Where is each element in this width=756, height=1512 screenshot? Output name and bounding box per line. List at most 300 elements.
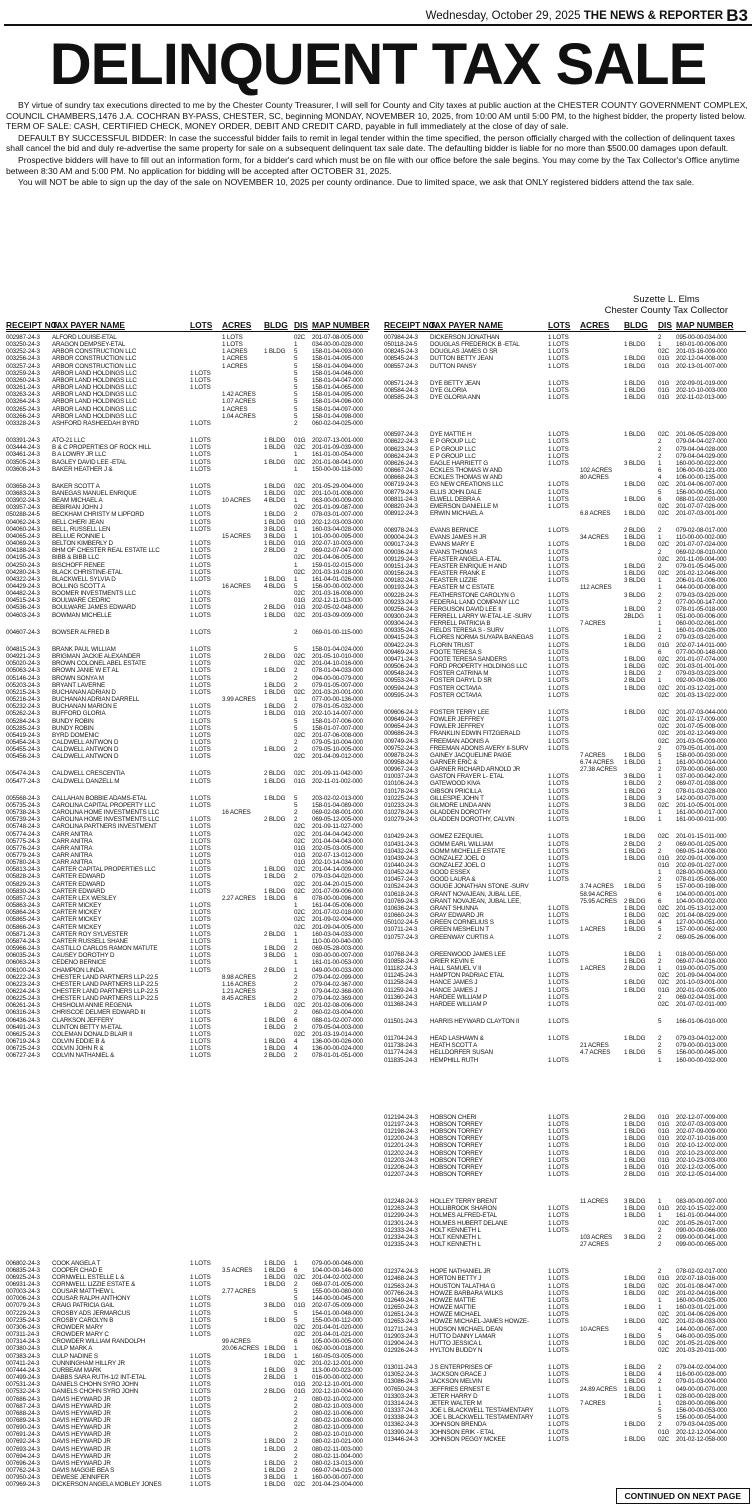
acres	[222, 437, 264, 444]
row-gap	[6, 473, 368, 483]
lots	[190, 995, 222, 1002]
dis: 5	[294, 1309, 298, 1317]
map-number: 079-03-03-023-000	[676, 670, 727, 678]
map-number: 201-04-08-029-000	[676, 912, 727, 920]
dis: 2	[294, 1467, 298, 1475]
lots: 1 LOTS	[548, 904, 569, 912]
payer-name: HOLT KENNETH L	[430, 1233, 481, 1241]
lots	[190, 981, 222, 988]
acres	[580, 709, 624, 716]
dis: 2	[294, 973, 298, 981]
map-number: 080-02-10-009-000	[312, 1424, 363, 1432]
payer-name: CARTER MICKEY	[52, 902, 102, 910]
acres	[222, 653, 264, 660]
acres	[222, 718, 264, 725]
table-row	[6, 459, 368, 466]
header-map: MAP NUMBER	[676, 320, 734, 330]
payer-name: CARR ANITRA	[52, 830, 93, 838]
receipt-no: 006261-24-3	[6, 1002, 40, 1010]
table-row	[384, 1318, 746, 1325]
payer-name: BANEGAS MANUEL ENRIQUE	[52, 489, 137, 497]
dis: 02C	[658, 801, 670, 809]
table-row	[6, 497, 368, 504]
dis: 02C	[658, 1435, 670, 1443]
dis: 01G	[658, 1142, 670, 1150]
lots: 1 LOTS	[548, 1226, 569, 1234]
bldg	[264, 838, 294, 845]
row-gap	[384, 517, 746, 527]
table-row	[6, 732, 368, 739]
payer-name: DYE MATTIE H	[430, 431, 472, 439]
map-number: 078-01-05-032-000	[312, 703, 363, 711]
map-number: 099-00-00-041-000	[676, 1233, 727, 1241]
acres	[222, 1038, 264, 1045]
acres	[580, 1001, 624, 1008]
acres	[222, 576, 264, 583]
map-number: 078-00-00-096-000	[312, 894, 363, 902]
table-row	[6, 859, 368, 866]
lots: 1 LOTS	[548, 1205, 569, 1213]
lots: 1 LOTS	[190, 1273, 211, 1281]
lots: 1 LOTS	[190, 674, 211, 682]
acres	[222, 1045, 264, 1052]
receipt-no: 007687-24-3	[6, 1402, 40, 1410]
map-number: 079-01-03-004-000	[676, 1378, 727, 1386]
map-number: 201-02-12-001-000	[312, 1359, 363, 1367]
acres	[222, 1460, 264, 1467]
dis: 6	[658, 897, 662, 905]
payer-name: FREEMAN ADONIS A	[430, 737, 490, 745]
map-number: 201-01-09-039-000	[312, 444, 363, 452]
acres	[580, 481, 624, 488]
payer-name: CRAIG PATRICIA GAIL	[52, 1302, 115, 1310]
bldg	[624, 738, 658, 745]
bldg: 2 BLDG	[624, 677, 646, 685]
lots: 1 LOTS	[548, 737, 569, 745]
map-number: 018-00-00-050-000	[676, 950, 727, 958]
table-row	[384, 773, 746, 780]
bldg	[264, 1009, 294, 1016]
lots: 1 LOTS	[548, 1414, 569, 1422]
map-number: 158-01-04-093-000	[312, 348, 363, 356]
acres	[580, 1268, 624, 1275]
receipt-no: 005020-24-3	[6, 660, 40, 668]
receipt-no: 011704-24-3	[384, 1035, 418, 1043]
row-gap	[6, 1200, 368, 1210]
lots	[548, 474, 580, 481]
map-number: 201-07-06-008-000	[312, 731, 363, 739]
table-row	[384, 1227, 746, 1234]
payer-name: BAKER HEATHER J &	[52, 465, 113, 473]
bldg: 1 BLDG	[624, 1339, 646, 1347]
receipt-no: 005748-24-3	[6, 823, 40, 831]
map-number: 202-07-10-016-000	[676, 1135, 727, 1143]
bldg: 2 BLDG	[264, 816, 286, 824]
dis: 3	[294, 1366, 298, 1374]
bldg: 1 BLDG	[264, 511, 286, 519]
payer-name: ALFORD LOUISE-ETAL	[52, 334, 117, 341]
lots: 1 LOTS	[548, 1435, 569, 1443]
dis: 3	[658, 794, 662, 802]
dis: 2	[294, 674, 298, 682]
bldg: 1 BLDG	[624, 1035, 646, 1043]
map-number: 160-01-00-026-000	[676, 627, 727, 635]
dis: 2	[658, 840, 662, 848]
table-row	[6, 653, 368, 660]
bldg: 1 BLDG	[624, 670, 646, 678]
lots	[190, 1288, 222, 1295]
payer-name: BOULWARE CEDRIC	[52, 597, 111, 605]
payer-name: HOLT KENNETH L	[430, 1241, 481, 1249]
receipt-no: 011738-24-3	[384, 1042, 418, 1050]
acres	[580, 958, 624, 965]
lots: 1 LOTS	[190, 880, 211, 888]
lots: 1 LOTS	[548, 1304, 569, 1312]
signature-block	[605, 294, 728, 316]
row-gap	[6, 619, 368, 629]
lots	[190, 1345, 222, 1352]
dis: 2	[294, 1009, 298, 1017]
receipt-no: 006835-24-3	[6, 1266, 40, 1274]
payer-name: HUTTO DANNY LAMAR	[430, 1332, 496, 1340]
row-gap	[384, 1094, 746, 1104]
table-row	[6, 770, 368, 777]
map-number: 028-00-00-096-000	[676, 1399, 727, 1407]
map-number: 201-03-12-021-000	[676, 684, 727, 692]
map-number: 201-09-04-005-000	[312, 923, 363, 931]
map-number: 060-02-03-004-000	[312, 1009, 363, 1017]
payer-name: DAVIS HEYWARD JR	[52, 1416, 111, 1424]
lots: 1 LOTS	[548, 1311, 569, 1319]
acres	[580, 1340, 624, 1347]
dis: 2	[294, 1459, 298, 1467]
bldg	[624, 1297, 658, 1304]
bldg	[264, 1310, 294, 1317]
receipt-no: 012200-24-3	[384, 1135, 418, 1143]
table-row	[384, 1333, 746, 1340]
bldg: 1 BLDG	[264, 667, 286, 675]
receipt-no: 010106-24-3	[384, 780, 418, 788]
receipt-no: 008811-24-3	[384, 495, 418, 503]
receipt-no: 005262-24-3	[6, 710, 40, 718]
lots: 1 LOTS	[548, 979, 569, 987]
table-row	[384, 489, 746, 496]
acres	[222, 444, 264, 451]
lots: 1 LOTS	[548, 1332, 569, 1340]
lots: 1 LOTS	[190, 909, 211, 917]
map-number: 201-02-12-049-000	[676, 730, 727, 738]
map-number: 156-00-00-054-000	[676, 1414, 727, 1422]
dis: 02C	[294, 866, 306, 874]
receipt-no: 004815-24-3	[6, 645, 40, 653]
receipt-no: 009752-24-3	[384, 744, 418, 752]
row-gap	[384, 823, 746, 833]
bldg	[264, 732, 294, 739]
map-number: 158-01-04-094-000	[312, 362, 363, 370]
bldg	[624, 1429, 658, 1436]
table-row	[384, 738, 746, 745]
dis: 5	[294, 645, 298, 653]
map-number: 202-12-04-008-000	[676, 355, 727, 363]
lots: 1 LOTS	[190, 966, 211, 974]
bldg	[264, 1031, 294, 1038]
listing-rows-left	[6, 334, 368, 1489]
dis: 02C	[294, 1481, 306, 1489]
table-row	[6, 959, 368, 966]
lots: 1 LOTS	[548, 1318, 569, 1326]
lots: 1 LOTS	[190, 561, 211, 569]
receipt-no: 004062-24-3	[6, 518, 40, 526]
lots: 1 LOTS	[548, 1364, 569, 1372]
table-row	[384, 549, 746, 556]
table-row	[384, 1198, 746, 1205]
row-gap	[6, 636, 368, 646]
row-gap	[384, 1008, 746, 1018]
payer-name: ELLIS JOHN DALE	[430, 488, 482, 496]
receipt-no: 004921-24-3	[6, 653, 40, 661]
lots: 1 LOTS	[548, 452, 569, 460]
receipt-no: 007694-24-3	[6, 1452, 40, 1460]
table-row	[6, 1302, 368, 1309]
receipt-no: 009156-24-3	[384, 570, 418, 578]
receipt-no: 012248-24-3	[384, 1198, 418, 1206]
lots: 1 LOTS	[190, 1452, 211, 1460]
lots: 1 LOTS	[548, 355, 569, 363]
acres: 20.06 ACRES	[222, 1345, 259, 1353]
table-row	[6, 909, 368, 916]
map-number: 201-07-09-006-000	[312, 887, 363, 895]
lots	[190, 696, 222, 703]
lots: 1 LOTS	[190, 794, 211, 802]
table-row	[384, 1340, 746, 1347]
bldg: 1 BLDG	[624, 758, 646, 766]
table-row	[6, 1017, 368, 1024]
bldg: 3 BLDG	[264, 525, 286, 533]
map-number: 077-00-00-147-000	[676, 598, 727, 606]
lots: 1 LOTS	[548, 933, 569, 941]
bldg	[624, 730, 658, 737]
acres	[222, 459, 264, 466]
table-row	[384, 677, 746, 684]
acres	[580, 951, 624, 958]
map-number: 159-01-02-015-000	[312, 561, 363, 569]
lots: 1 LOTS	[548, 1120, 569, 1128]
table-row	[6, 413, 368, 420]
receipt-no: 012711-24-3	[384, 1325, 418, 1333]
lots: 1 LOTS	[548, 691, 569, 699]
receipt-no: 012263-24-3	[384, 1205, 418, 1213]
map-number: 161-04-05-006-000	[312, 902, 363, 910]
payer-name: CROSBY ADS JERMARCUS	[52, 1309, 131, 1317]
bldg: 2 BLDG	[264, 1374, 286, 1382]
bldg: 1 BLDG	[624, 919, 646, 927]
acres	[222, 873, 264, 880]
bldg	[264, 384, 294, 391]
acres	[222, 1281, 264, 1288]
dis: 02C	[294, 660, 306, 668]
bldg: 1 BLDG	[624, 979, 646, 987]
table-row	[384, 606, 746, 613]
table-row	[384, 1171, 746, 1178]
lots: 1 LOTS	[190, 590, 211, 598]
receipt-no: 009415-24-3	[384, 634, 418, 642]
receipt-no: 006727-24-3	[6, 1052, 40, 1060]
acres	[222, 1424, 264, 1431]
acres	[222, 451, 264, 458]
row-gap	[6, 785, 368, 795]
dis: 01G	[658, 854, 670, 862]
map-number: 201-05-21-026-000	[676, 1339, 727, 1347]
payer-name: GARNER ERIC &	[430, 758, 478, 766]
table-row	[6, 924, 368, 931]
map-number: 158-01-04-024-000	[312, 645, 363, 653]
receipt-no: 007306-24-3	[6, 1323, 40, 1331]
map-number: 201-09-11-027-000	[312, 823, 363, 831]
bldg	[264, 859, 294, 866]
acres	[222, 682, 264, 689]
bldg: 3 BLDG	[264, 532, 286, 540]
dis: 2	[294, 809, 298, 817]
table-row	[384, 1311, 746, 1318]
row-gap	[384, 370, 746, 380]
payer-name: GILLESPIE JOHN T	[430, 794, 484, 802]
payer-name: CAROLINA CAPITAL PROPERTY LLC	[52, 801, 156, 809]
bldg: 2 BLDG	[264, 653, 286, 661]
table-row	[384, 848, 746, 855]
payer-name: HOLLIBROOK SHARON	[430, 1205, 497, 1213]
payer-name: JOHNSON PEGGY MCKEE	[430, 1435, 506, 1443]
payer-name: HOWZE MATTIE	[430, 1296, 476, 1304]
row-gap	[384, 1178, 746, 1188]
map-number: 077-00-00-148-000	[676, 648, 727, 656]
payer-name: GRAY EDWARD JR	[430, 912, 484, 920]
lots: 1 LOTS	[190, 1474, 211, 1482]
lots: 1 LOTS	[548, 438, 569, 446]
bldg	[624, 692, 658, 699]
dis: 01G	[658, 379, 670, 387]
dis: 2	[658, 1226, 662, 1234]
table-row	[6, 838, 368, 845]
lots: 1 LOTS	[190, 770, 211, 778]
lots: 1 LOTS	[190, 777, 211, 785]
acres	[580, 685, 624, 692]
payer-name: GRANT NOVAJEAN, JUBAL LEE,	[430, 890, 521, 898]
table-row	[6, 590, 368, 597]
lots: 1 LOTS	[548, 502, 569, 510]
acres	[222, 746, 264, 753]
acres	[580, 570, 624, 577]
notice-paragraph-2: DEFAULT BY SUCCESSFUL BIDDER: In case the successful bidder fails to remit in legal tender within the time specified, the person officially charged with the collection of delinquent taxes shall cancel the bid and duly re-advertise the same property for sale on a subsequent delinquent tax sale date. The defaulting bidder is liable for no more than $500.00 damages upon default.	[6, 132, 735, 154]
table-row	[384, 613, 746, 620]
dis: 02C	[658, 723, 670, 731]
lots: 1 LOTS	[190, 945, 211, 953]
receipt-no: 004322-24-3	[6, 575, 40, 583]
bldg: 3 BLDG	[624, 1233, 646, 1241]
lots: 1 LOTS	[548, 876, 569, 884]
payer-name: DICKERSON ANGELA MOBLEY JONES	[52, 1481, 162, 1489]
acres: 21 ACRES	[580, 1042, 609, 1050]
map-number: 144-00-00-045-000	[312, 1295, 363, 1303]
acres	[580, 841, 624, 848]
table-row	[6, 377, 368, 384]
map-number: 202-11-02-013-000	[676, 394, 727, 402]
table-row	[384, 1283, 746, 1290]
bldg: 1 BLDG	[624, 833, 646, 841]
receipt-no: 004515-24-3	[6, 597, 40, 605]
receipt-no: 005865-24-3	[6, 916, 40, 924]
payer-name: ARBOR LAND HOLDINGS LLC	[52, 369, 137, 377]
acres: 3.99 ACRES	[222, 696, 256, 704]
map-number: 201-04-20-015-000	[312, 880, 363, 888]
table-row	[384, 387, 746, 394]
table-row	[384, 1304, 746, 1311]
table-row	[6, 952, 368, 959]
acres: 7 ACRES	[580, 620, 606, 628]
receipt-no: 013362-24-3	[384, 1421, 418, 1429]
lots: 1 LOTS	[190, 724, 211, 732]
dis: 02C	[658, 502, 670, 510]
lots	[190, 809, 222, 816]
table-row	[6, 916, 368, 923]
map-number: 201-04-06-007-000	[676, 481, 727, 489]
receipt-no: 009036-24-3	[384, 548, 418, 556]
receipt-no: 005285-24-3	[6, 724, 40, 732]
receipt-no: 005738-24-3	[6, 809, 40, 817]
receipt-no: 012198-24-3	[384, 1128, 418, 1136]
table-row	[384, 951, 746, 958]
bldg: 3 BLDG	[624, 577, 646, 585]
acres: 4.7 ACRES	[580, 1049, 611, 1057]
receipt-no: 009749-24-3	[384, 737, 418, 745]
acres	[222, 823, 264, 830]
bldg	[624, 869, 658, 876]
bldg	[624, 723, 658, 730]
header-receipt: RECEIPT NO.	[384, 320, 438, 330]
bldg	[624, 334, 658, 341]
dis: 02C	[294, 458, 306, 466]
acres	[222, 1353, 264, 1360]
lots	[190, 974, 222, 981]
bldg: 1 BLDG	[624, 904, 646, 912]
map-number: 202-09-01-009-000	[676, 854, 727, 862]
bldg: 1 BLDG	[264, 945, 286, 953]
row-gap	[6, 1140, 368, 1150]
table-row	[6, 1374, 368, 1381]
table-row	[384, 1234, 746, 1241]
acres	[580, 599, 624, 606]
bldg: 1 BLDG	[624, 708, 646, 716]
payer-name: ARBOR LAND HOLDINGS LLC	[52, 391, 137, 399]
payer-name: CROWDER MARY	[52, 1323, 103, 1331]
header-dis: DIS	[658, 320, 672, 330]
dis: 2	[658, 876, 662, 884]
map-number: 078-01-04-033-000	[312, 667, 363, 675]
dis: 02C	[294, 688, 306, 696]
receipt-no: 009304-24-3	[384, 620, 418, 628]
table-row	[6, 1360, 368, 1367]
bldg: 1 BLDG	[264, 489, 286, 497]
receipt-no: 006802-24-3	[6, 1259, 40, 1267]
lots: 1 LOTS	[190, 753, 211, 761]
bldg: 2 BLDG	[264, 770, 286, 778]
receipt-no: 013446-24-3	[384, 1435, 418, 1443]
bldg: 1 BLDG	[624, 883, 646, 891]
bldg	[264, 1417, 294, 1424]
table-row	[6, 660, 368, 667]
table-row	[6, 1353, 368, 1360]
bldg	[264, 718, 294, 725]
bldg: 1 BLDG	[624, 1149, 646, 1157]
